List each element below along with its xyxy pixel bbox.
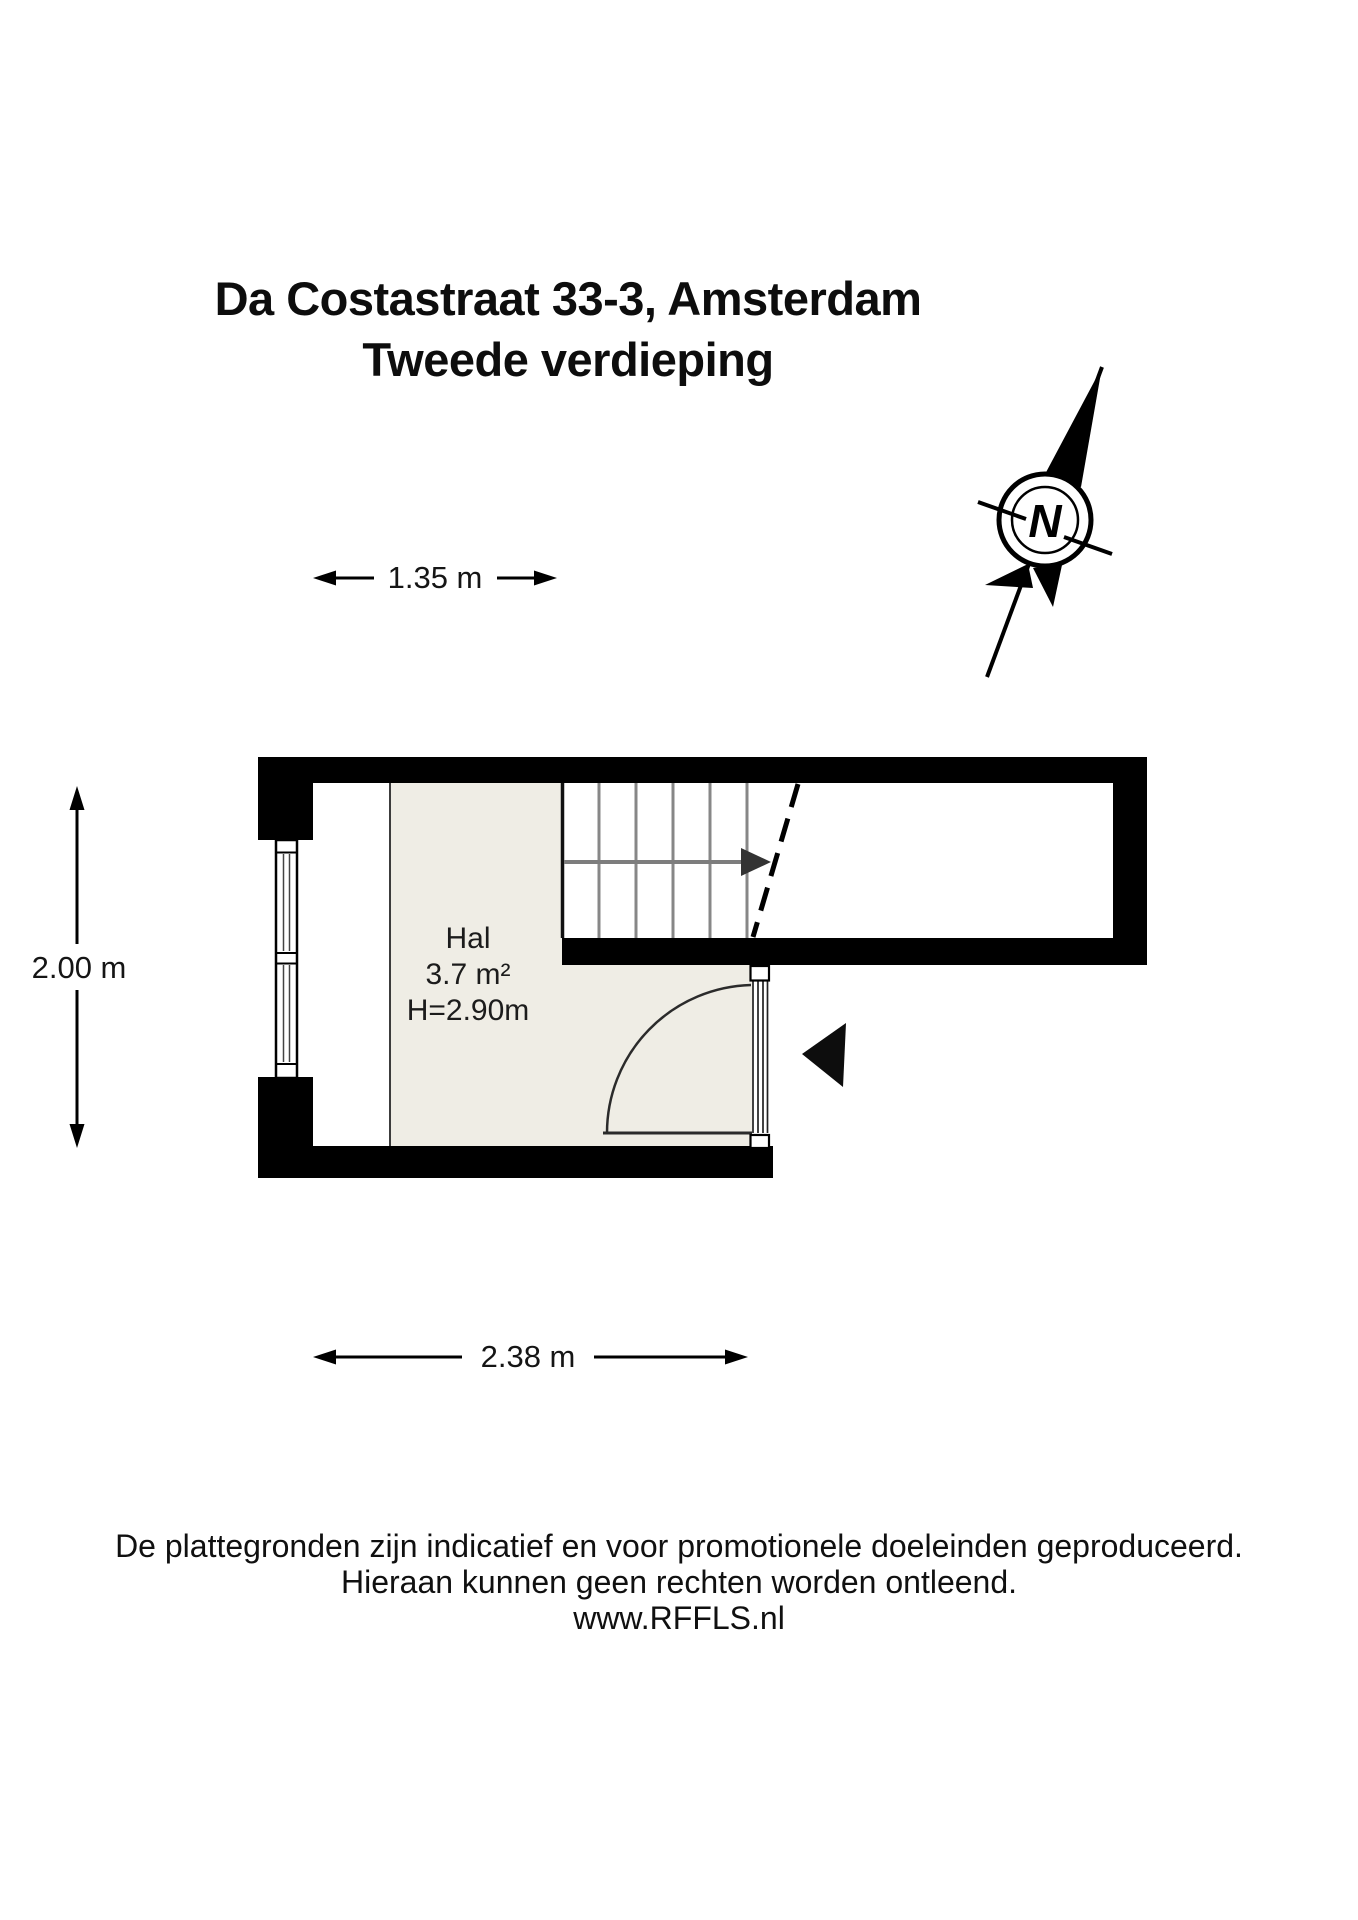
window [276,840,297,1078]
dimension-label-left: 2.00 m [31,950,127,985]
disclaimer-line2: Hieraan kunnen geen rechten worden ontleend. [340,1564,1018,1600]
disclaimer [0,1528,1358,1636]
dimension-arrowhead-down [70,1124,85,1148]
window-frame [276,840,297,1078]
staircase [563,783,799,938]
top-wall [258,757,1147,783]
door-jamb-top [751,966,770,981]
compass-south-fin [1033,565,1062,607]
compass-north-label: N [1028,495,1062,547]
bottom-wall [313,1146,773,1178]
left-wall-bottom [258,1077,313,1178]
dimension-label-bottom: 2.38 m [480,1339,576,1374]
room-label [358,921,578,1029]
dimension-arrowhead-right [534,571,557,586]
right-wall [1113,757,1147,965]
entrance-arrow-icon [802,1023,846,1087]
disclaimer-url: www.RFFLS.nl [573,1600,785,1636]
stair-bottom-wall [562,938,1147,965]
dimension-label-top: 1.35 m [387,560,483,595]
dimension-arrowhead-right [725,1350,748,1365]
door-jamb-bottom [751,1135,770,1148]
page-title-line1: Da Costastraat 33-3, Amsterdam [214,272,922,325]
compass-south-fin [985,564,1033,588]
disclaimer-line1: De plattegronden zijn indicatief en voor promotionele doeleinden geproduceerd. [115,1528,1243,1564]
page-title [118,268,1018,390]
stair-direction-arrowhead [741,848,771,876]
room-ceiling-height: H=2.90m [406,994,530,1027]
left-wall-top [258,757,313,840]
compass-north-needle [1043,367,1102,487]
north-compass-icon [978,367,1112,677]
page-title-line2: Tweede verdieping [362,333,774,386]
room-name: Hal [445,922,491,955]
room-area: 3.7 m² [425,958,511,991]
